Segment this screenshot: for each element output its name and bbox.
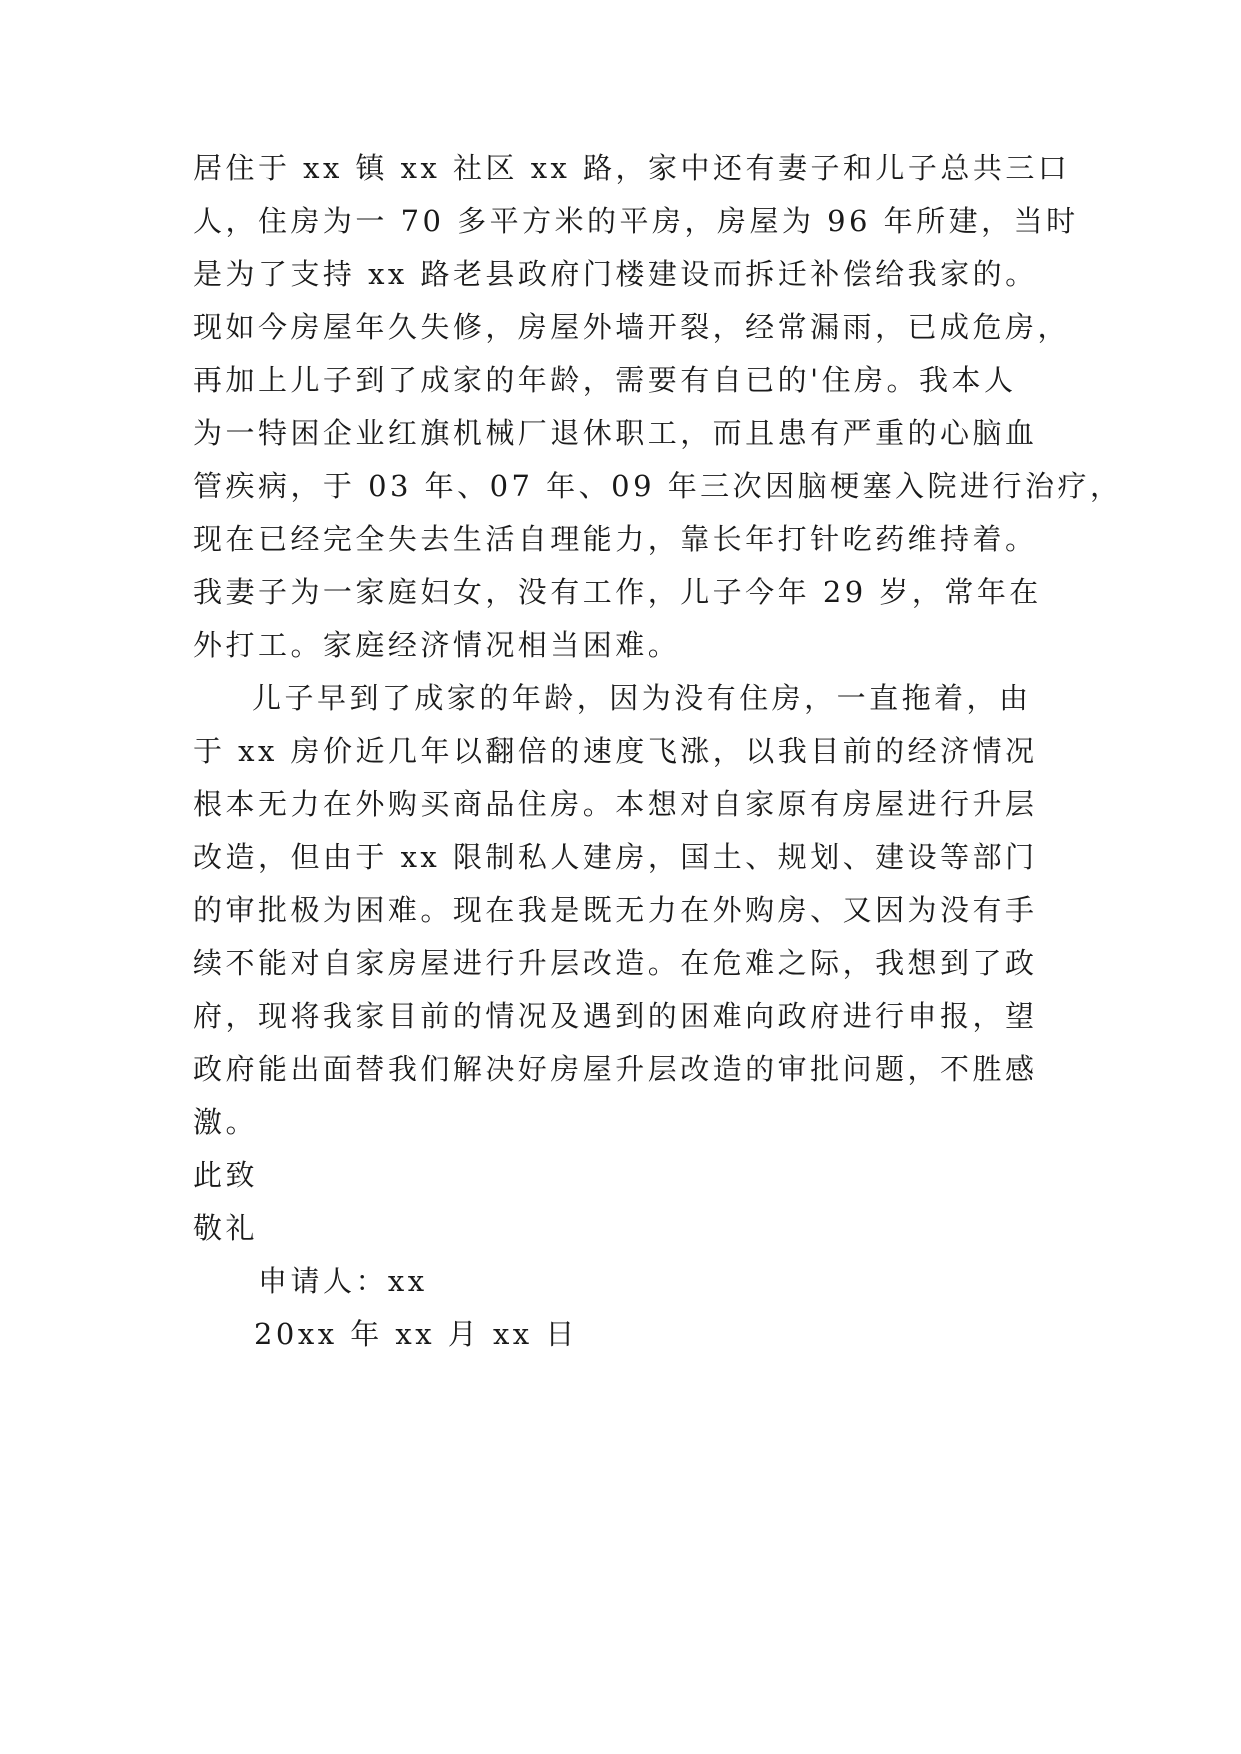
text-line: 现在已经完全失去生活自理能力，靠长年打针吃药维持着。 bbox=[193, 522, 1038, 556]
text-line: 政府能出面替我们解决好房屋升层改造的审批问题，不胜感 bbox=[193, 1052, 1038, 1086]
text-line: 现如今房屋年久失修，房屋外墙开裂，经常漏雨，已成危房， bbox=[193, 310, 1070, 344]
applicant-signature: 申请人：xx bbox=[258, 1264, 428, 1298]
closing-jing-li: 敬礼 bbox=[193, 1211, 258, 1245]
text-line: 我妻子为一家庭妇女，没有工作，儿子今年 29 岁，常年在 bbox=[193, 575, 1042, 609]
text-line: 为一特困企业红旗机械厂退休职工，而且患有严重的心脑血 bbox=[193, 416, 1038, 450]
closing-ci-zhi: 此致 bbox=[193, 1158, 258, 1192]
paragraph-start-line: 儿子早到了成家的年龄，因为没有住房，一直拖着，由 bbox=[252, 681, 1032, 715]
text-line: 居住于 xx 镇 xx 社区 xx 路，家中还有妻子和儿子总共三口 bbox=[193, 151, 1071, 185]
document-date: 20xx 年 xx 月 xx 日 bbox=[254, 1317, 578, 1351]
text-line: 再加上儿子到了成家的年龄，需要有自已的'住房。我本人 bbox=[193, 363, 1017, 397]
text-line: 管疾病，于 03 年、07 年、09 年三次因脑梗塞入院进行治疗， bbox=[193, 469, 1123, 503]
text-line: 激。 bbox=[193, 1105, 258, 1139]
text-line: 人，住房为一 70 多平方米的平房，房屋为 96 年所建，当时 bbox=[193, 204, 1079, 238]
text-line: 改造，但由于 xx 限制私人建房，国土、规划、建设等部门 bbox=[193, 840, 1038, 874]
text-line: 于 xx 房价近几年以翻倍的速度飞涨，以我目前的经济情况 bbox=[193, 734, 1038, 768]
text-line: 续不能对自家房屋进行升层改造。在危难之际，我想到了政 bbox=[193, 946, 1038, 980]
text-line: 是为了支持 xx 路老县政府门楼建设而拆迁补偿给我家的。 bbox=[193, 257, 1038, 291]
text-line: 外打工。家庭经济情况相当困难。 bbox=[193, 628, 681, 662]
text-line: 根本无力在外购买商品住房。本想对自家原有房屋进行升层 bbox=[193, 787, 1038, 821]
text-line: 府，现将我家目前的情况及遇到的困难向政府进行申报，望 bbox=[193, 999, 1038, 1033]
text-line: 的审批极为困难。现在我是既无力在外购房、又因为没有手 bbox=[193, 893, 1038, 927]
